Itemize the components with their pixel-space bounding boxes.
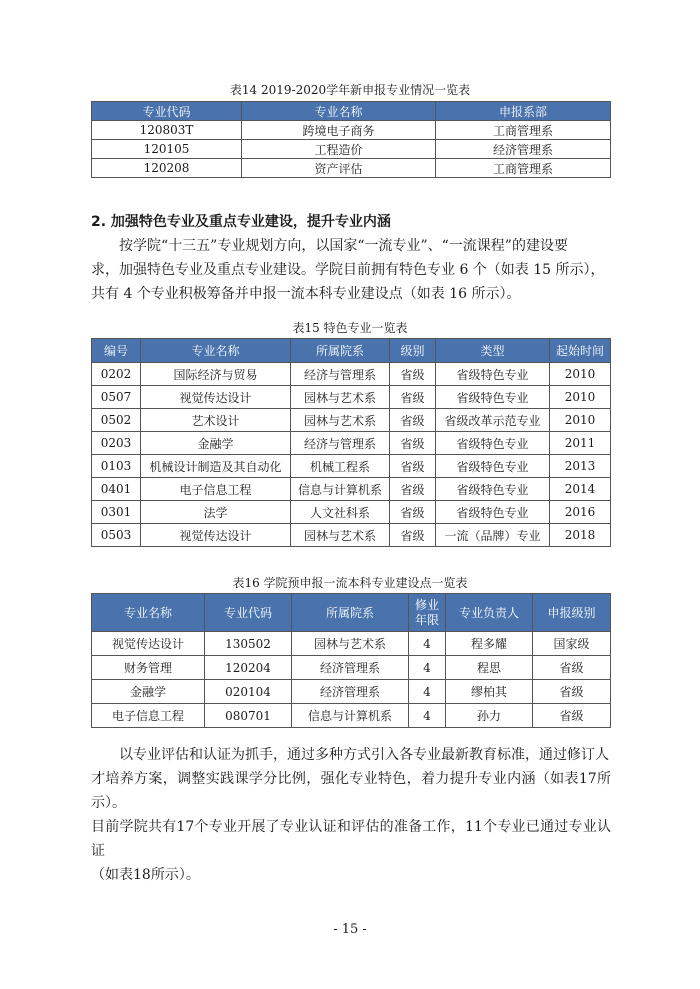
table-cell: 机械设计制造及其自动化 [141, 455, 291, 478]
table-row [92, 386, 611, 409]
table-cell: 省级特色专业 [436, 501, 550, 524]
section-heading: 2. 加强特色专业及重点专业建设，提升专业内涵 [91, 214, 391, 230]
table-cell: 2010 [550, 409, 611, 432]
table-cell: 2014 [550, 478, 611, 501]
table-cell: 120208 [92, 159, 242, 178]
table-cell: 省级特色专业 [436, 386, 550, 409]
table-cell: 工商管理系 [436, 121, 611, 140]
paragraph-line: 才培养方案，调整实践课学分比例，强化专业特色，着力提升专业内涵（如表17所示）。 [91, 771, 611, 811]
table-cell: 4 [409, 704, 446, 728]
paragraph-line: 共有 4 个专业积极筹备并申报一流本科专业建设点（如表 16 所示）。 [91, 286, 521, 302]
table-cell: 省级特色专业 [436, 455, 550, 478]
table-cell: 经济管理系 [436, 140, 611, 159]
page-number: - 15 - [333, 922, 367, 937]
table-cell: 省级 [390, 432, 436, 455]
table-cell: 园林与艺术系 [291, 386, 390, 409]
table-row [92, 656, 611, 680]
table-cell: 工程造价 [242, 140, 436, 159]
header-cell: 专业代码 [92, 102, 242, 121]
table-cell: 130502 [205, 632, 292, 656]
table-cell: 跨境电子商务 [242, 121, 436, 140]
table-cell: 金融学 [92, 680, 205, 704]
table-cell: 经济管理系 [292, 680, 409, 704]
table-15-caption: 表15 特色专业一览表 [292, 321, 408, 335]
table-cell: 2018 [550, 524, 611, 547]
table-cell: 省级 [390, 524, 436, 547]
table-cell: 4 [409, 632, 446, 656]
header-cell: 编号 [92, 339, 141, 363]
table-16 [91, 593, 611, 728]
header-cell: 专业负责人 [446, 594, 533, 632]
table-16-caption: 表16 学院预申报一流本科专业建设点一览表 [232, 576, 468, 590]
table-cell: 0503 [92, 524, 141, 547]
table-cell: 2011 [550, 432, 611, 455]
table-cell: 视觉传达设计 [141, 386, 291, 409]
table-cell: 省级特色专业 [436, 363, 550, 386]
table-cell: 园林与艺术系 [291, 524, 390, 547]
table-cell: 省级 [390, 386, 436, 409]
table-cell: 国际经济与贸易 [141, 363, 291, 386]
table-cell: 4 [409, 680, 446, 704]
paragraph-line: 按学院“十三五”专业规划方向，以国家“一流专业”、“一流课程”的建设要 [119, 238, 568, 254]
header-cell: 专业代码 [205, 594, 292, 632]
table-cell: 0203 [92, 432, 141, 455]
table-14 [91, 101, 611, 178]
table-cell: 工商管理系 [436, 159, 611, 178]
header-cell: 类型 [436, 339, 550, 363]
table-cell: 080701 [205, 704, 292, 728]
paragraph-line: （如表18所示）。 [91, 867, 200, 883]
table-row [92, 455, 611, 478]
table-row [92, 501, 611, 524]
table-row [92, 478, 611, 501]
table-cell: 经济管理系 [292, 656, 409, 680]
table-cell: 0103 [92, 455, 141, 478]
header-cell: 修业 年限 [409, 594, 446, 632]
table-header-row [92, 339, 611, 363]
table-cell: 120105 [92, 140, 242, 159]
table-cell: 缪柏其 [446, 680, 533, 704]
header-cell: 所属院系 [292, 594, 409, 632]
header-cell: 申报系部 [436, 102, 611, 121]
table-cell: 0507 [92, 386, 141, 409]
paragraph-line: 以专业评估和认证为抓手，通过多种方式引入各专业最新教育标准，通过修订人 [119, 747, 609, 763]
table-cell: 省级 [390, 409, 436, 432]
table-15 [91, 338, 611, 547]
table-row [92, 121, 611, 140]
table-cell: 省级 [390, 501, 436, 524]
table-cell: 省级特色专业 [436, 432, 550, 455]
table-cell: 0202 [92, 363, 141, 386]
header-cell: 所属院系 [291, 339, 390, 363]
table-cell: 程多耀 [446, 632, 533, 656]
table-cell: 电子信息工程 [141, 478, 291, 501]
table-cell: 省级 [390, 363, 436, 386]
header-cell: 申报级别 [533, 594, 611, 632]
table-row [92, 363, 611, 386]
header-cell: 专业名称 [242, 102, 436, 121]
table-cell: 省级 [533, 656, 611, 680]
table-header-row [92, 594, 611, 632]
table-cell: 经济与管理系 [291, 363, 390, 386]
table-cell: 视觉传达设计 [141, 524, 291, 547]
section-paragraph [91, 234, 611, 306]
header-cell: 专业名称 [141, 339, 291, 363]
table-header-row [92, 102, 611, 121]
table-cell: 省级 [390, 478, 436, 501]
closing-paragraph [91, 743, 611, 887]
table-cell: 2010 [550, 363, 611, 386]
table-cell: 孙力 [446, 704, 533, 728]
table-row [92, 680, 611, 704]
table-cell: 信息与计算机系 [292, 704, 409, 728]
header-cell: 级别 [390, 339, 436, 363]
table-cell: 信息与计算机系 [291, 478, 390, 501]
table-cell: 财务管理 [92, 656, 205, 680]
table-cell: 金融学 [141, 432, 291, 455]
table-cell: 国家级 [533, 632, 611, 656]
table-cell: 120803T [92, 121, 242, 140]
table-cell: 省级改革示范专业 [436, 409, 550, 432]
table-cell: 0401 [92, 478, 141, 501]
table-cell: 0502 [92, 409, 141, 432]
paragraph-line: 求，加强特色专业及重点专业建设。学院目前拥有特色专业 6 个（如表 15 所示）， [91, 262, 605, 278]
paragraph-line: 目前学院共有17个专业开展了专业认证和评估的准备工作，11个专业已通过专业认证 [91, 819, 611, 859]
table-cell: 园林与艺术系 [292, 632, 409, 656]
table-cell: 4 [409, 656, 446, 680]
table-cell: 2010 [550, 386, 611, 409]
table-cell: 艺术设计 [141, 409, 291, 432]
table-cell: 2016 [550, 501, 611, 524]
table-row [92, 159, 611, 178]
table-cell: 程思 [446, 656, 533, 680]
table-cell: 省级特色专业 [436, 478, 550, 501]
table-row [92, 409, 611, 432]
table-cell: 人文社科系 [291, 501, 390, 524]
table-cell: 0301 [92, 501, 141, 524]
table-cell: 机械工程系 [291, 455, 390, 478]
table-row [92, 704, 611, 728]
table-cell: 020104 [205, 680, 292, 704]
table-14-caption: 表14 2019-2020学年新申报专业情况一览表 [229, 83, 471, 97]
table-cell: 资产评估 [242, 159, 436, 178]
header-cell: 专业名称 [92, 594, 205, 632]
table-cell: 2013 [550, 455, 611, 478]
table-row [92, 140, 611, 159]
table-cell: 120204 [205, 656, 292, 680]
table-cell: 法学 [141, 501, 291, 524]
table-row [92, 432, 611, 455]
table-cell: 省级 [533, 704, 611, 728]
table-cell: 省级 [390, 455, 436, 478]
table-row [92, 632, 611, 656]
table-cell: 电子信息工程 [92, 704, 205, 728]
table-row [92, 524, 611, 547]
header-cell: 起始时间 [550, 339, 611, 363]
table-cell: 一流（品牌）专业 [436, 524, 550, 547]
table-cell: 经济与管理系 [291, 432, 390, 455]
table-cell: 园林与艺术系 [291, 409, 390, 432]
table-cell: 视觉传达设计 [92, 632, 205, 656]
table-cell: 省级 [533, 680, 611, 704]
